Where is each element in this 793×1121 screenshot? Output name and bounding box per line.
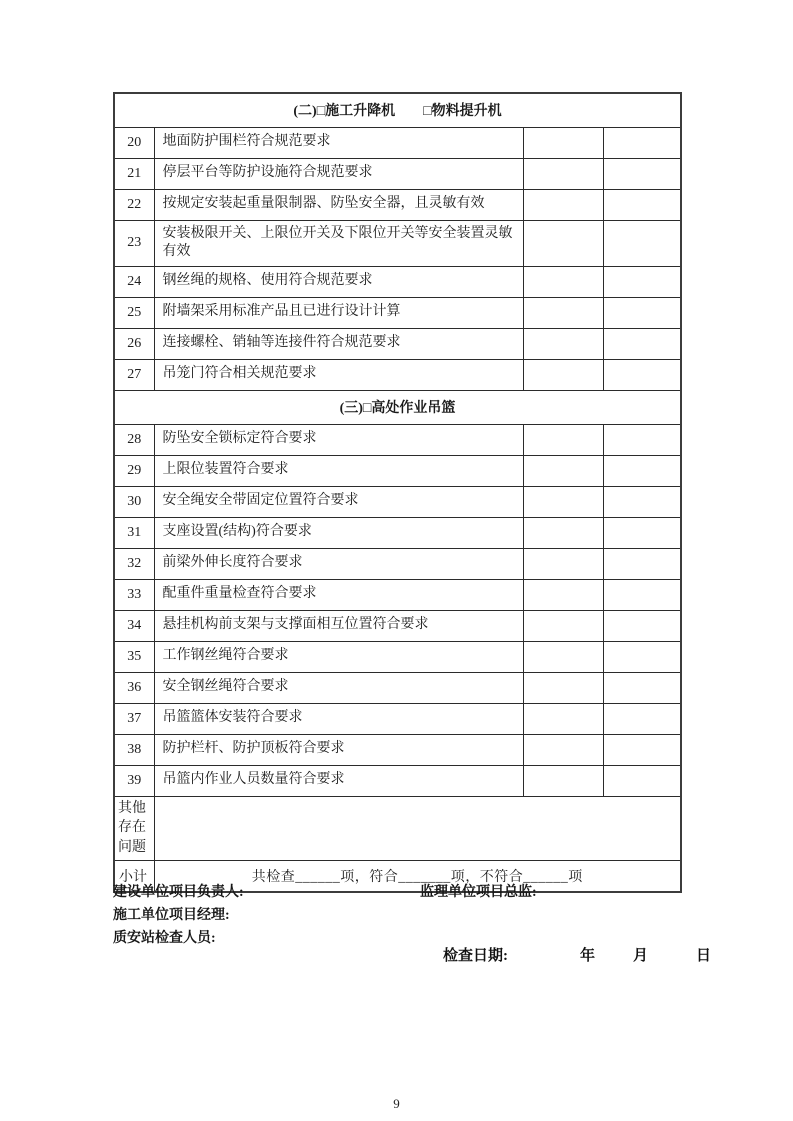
table-row <box>114 579 681 610</box>
check-cell-1 <box>523 328 603 359</box>
row-item: 配重件重量检查符合要求 <box>154 579 523 610</box>
table-row <box>114 486 681 517</box>
check-cell-2 <box>603 328 681 359</box>
row-item: 安全钢丝绳符合要求 <box>154 672 523 703</box>
check-cell-1 <box>523 158 603 189</box>
section-header-row <box>114 390 681 424</box>
row-number: 33 <box>114 579 154 610</box>
row-number: 25 <box>114 297 154 328</box>
row-item: 上限位装置符合要求 <box>154 455 523 486</box>
table-row <box>114 266 681 297</box>
section-3-title: (三)□高处作业吊篮 <box>114 390 681 424</box>
row-number: 30 <box>114 486 154 517</box>
table-row <box>114 220 681 266</box>
check-cell-1 <box>523 765 603 796</box>
row-number: 29 <box>114 455 154 486</box>
row-number: 24 <box>114 266 154 297</box>
table-row <box>114 517 681 548</box>
check-cell-1 <box>523 359 603 390</box>
check-cell-1 <box>523 486 603 517</box>
row-item: 连接螺栓、销轴等连接件符合规范要求 <box>154 328 523 359</box>
table-row <box>114 734 681 765</box>
check-cell-2 <box>603 486 681 517</box>
row-number: 34 <box>114 610 154 641</box>
table-row <box>114 765 681 796</box>
row-item: 吊篮篮体安装符合要求 <box>154 703 523 734</box>
row-item: 停层平台等防护设施符合规范要求 <box>154 158 523 189</box>
inspection-date-label: 检查日期: <box>443 948 508 964</box>
check-cell-2 <box>603 127 681 158</box>
row-item: 安全绳安全带固定位置符合要求 <box>154 486 523 517</box>
row-item: 工作钢丝绳符合要求 <box>154 641 523 672</box>
row-number: 26 <box>114 328 154 359</box>
check-cell-1 <box>523 189 603 220</box>
row-item: 吊篮内作业人员数量符合要求 <box>154 765 523 796</box>
row-number: 35 <box>114 641 154 672</box>
construction-unit-leader-label: 建设单位项目负责人: <box>113 885 244 900</box>
row-number: 21 <box>114 158 154 189</box>
other-issues-label: 其他存在问题 <box>114 796 154 861</box>
check-cell-2 <box>603 734 681 765</box>
row-item: 防坠安全锁标定符合要求 <box>154 424 523 455</box>
table-row <box>114 127 681 158</box>
page-number: 9 <box>393 1096 400 1111</box>
table-row <box>114 189 681 220</box>
check-cell-2 <box>603 703 681 734</box>
table-row <box>114 455 681 486</box>
check-cell-1 <box>523 220 603 266</box>
check-cell-1 <box>523 734 603 765</box>
table-row <box>114 641 681 672</box>
table-row <box>114 158 681 189</box>
row-item: 地面防护围栏符合规范要求 <box>154 127 523 158</box>
check-cell-2 <box>603 765 681 796</box>
other-issues-area <box>154 796 681 861</box>
check-cell-2 <box>603 610 681 641</box>
check-cell-1 <box>523 266 603 297</box>
row-number: 39 <box>114 765 154 796</box>
check-cell-2 <box>603 359 681 390</box>
contractor-project-manager-label: 施工单位项目经理: <box>113 908 230 923</box>
subtotal-label: 小计 <box>114 861 154 892</box>
table-row <box>114 703 681 734</box>
row-item: 悬挂机构前支架与支撑面相互位置符合要求 <box>154 610 523 641</box>
other-issues-row <box>114 796 681 861</box>
table-row <box>114 359 681 390</box>
subtotal-text: 共检查______项，符合_______项，不符合______项 <box>154 861 681 892</box>
row-item: 按规定安装起重量限制器、防坠安全器，且灵敏有效 <box>154 189 523 220</box>
row-item: 前梁外伸长度符合要求 <box>154 548 523 579</box>
check-cell-2 <box>603 424 681 455</box>
row-item: 防护栏杆、防护顶板符合要求 <box>154 734 523 765</box>
row-number: 23 <box>114 220 154 266</box>
check-cell-1 <box>523 579 603 610</box>
inspection-checklist-table <box>113 92 682 893</box>
quality-station-inspectors-label: 质安站检查人员: <box>113 931 216 946</box>
check-cell-1 <box>523 424 603 455</box>
row-number: 20 <box>114 127 154 158</box>
check-cell-1 <box>523 703 603 734</box>
supervision-unit-director-label: 监理单位项目总监: <box>420 885 537 900</box>
check-cell-2 <box>603 548 681 579</box>
check-cell-2 <box>603 189 681 220</box>
table-row <box>114 297 681 328</box>
check-cell-2 <box>603 672 681 703</box>
row-item: 支座设置(结构)符合要求 <box>154 517 523 548</box>
check-cell-1 <box>523 127 603 158</box>
inspection-date-line <box>443 944 711 965</box>
row-number: 32 <box>114 548 154 579</box>
table-row <box>114 610 681 641</box>
table-row <box>114 548 681 579</box>
check-cell-2 <box>603 517 681 548</box>
row-number: 36 <box>114 672 154 703</box>
day-label: 日 <box>696 948 712 964</box>
row-item: 钢丝绳的规格、使用符合规范要求 <box>154 266 523 297</box>
check-cell-2 <box>603 297 681 328</box>
check-cell-1 <box>523 641 603 672</box>
check-cell-2 <box>603 579 681 610</box>
check-cell-1 <box>523 455 603 486</box>
section-header-row <box>114 93 681 127</box>
year-label: 年 <box>580 948 596 964</box>
check-cell-2 <box>603 455 681 486</box>
check-cell-2 <box>603 220 681 266</box>
month-label: 月 <box>633 948 649 964</box>
check-cell-1 <box>523 517 603 548</box>
row-number: 22 <box>114 189 154 220</box>
row-item: 安装极限开关、上限位开关及下限位开关等安全装置灵敏有效 <box>154 220 523 266</box>
row-number: 31 <box>114 517 154 548</box>
table-row <box>114 328 681 359</box>
check-cell-1 <box>523 548 603 579</box>
row-number: 27 <box>114 359 154 390</box>
row-number: 37 <box>114 703 154 734</box>
check-cell-2 <box>603 641 681 672</box>
section-2-title: (二)□施工升降机 □物料提升机 <box>114 93 681 127</box>
check-cell-2 <box>603 266 681 297</box>
check-cell-1 <box>523 297 603 328</box>
row-item: 吊笼门符合相关规范要求 <box>154 359 523 390</box>
row-number: 28 <box>114 424 154 455</box>
row-number: 38 <box>114 734 154 765</box>
table-row <box>114 672 681 703</box>
check-cell-1 <box>523 672 603 703</box>
table-row <box>114 424 681 455</box>
check-cell-1 <box>523 610 603 641</box>
row-item: 附墙架采用标准产品且已进行设计计算 <box>154 297 523 328</box>
check-cell-2 <box>603 158 681 189</box>
